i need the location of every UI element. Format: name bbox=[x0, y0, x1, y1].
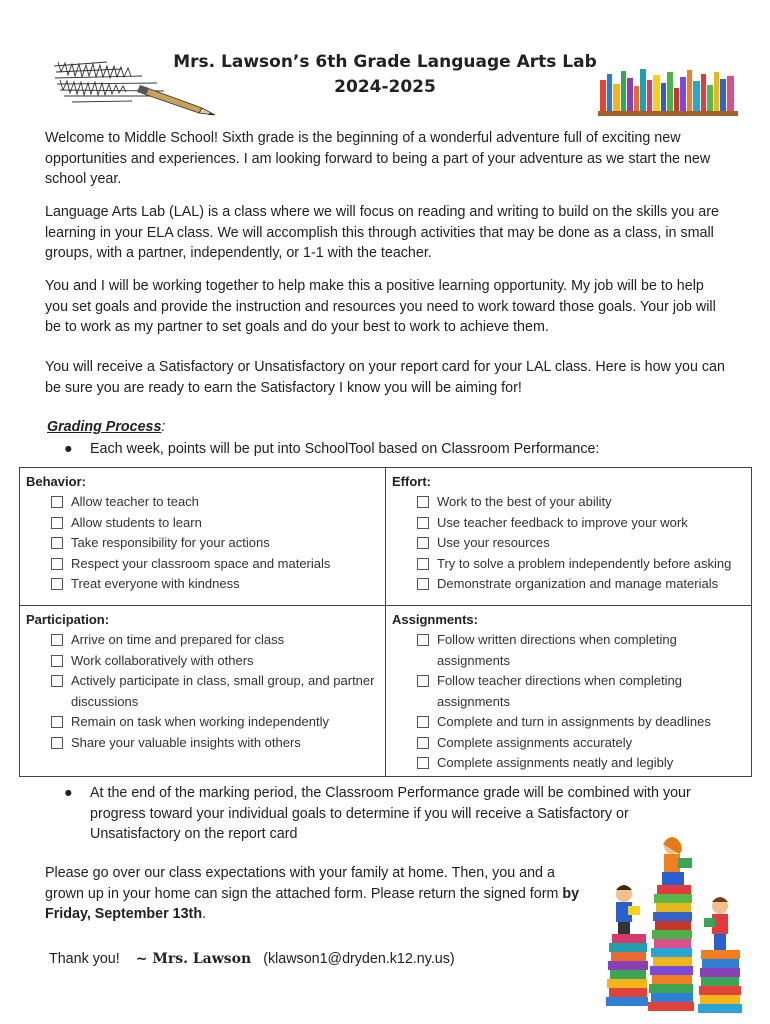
checklist-item[interactable]: Complete assignments accurately bbox=[417, 733, 747, 754]
checklist-item[interactable]: Try to solve a problem independently before asking bbox=[417, 554, 747, 575]
school-year: 2024-2025 bbox=[334, 77, 436, 97]
report-card-paragraph: You will receive a Satisfactory or Unsatisfactory on your report card for your LAL class. Here is how you can be sure you are ready to earn the Satisfactory I know you will be aiming for! bbox=[45, 359, 725, 396]
behavior-cell bbox=[20, 468, 386, 606]
closing-paragraph: Please go over our class expectations with your family at home. Then, you and a grown up in your home can sign the attached form. Please return the signed form by Friday, September 13th. bbox=[45, 865, 580, 922]
email-address[interactable]: (klawson1@dryden.k12.ny.us) bbox=[263, 951, 455, 967]
checklist-item[interactable]: Use your resources bbox=[417, 533, 747, 554]
checklist-item[interactable]: Work collaboratively with others bbox=[51, 651, 381, 672]
checklist-item[interactable]: Arrive on time and prepared for class bbox=[51, 630, 381, 651]
checkbox[interactable] bbox=[417, 517, 429, 529]
checkbox[interactable] bbox=[417, 737, 429, 749]
checklist-item[interactable]: Complete and turn in assignments by deadlines bbox=[417, 712, 747, 733]
expectations-table bbox=[19, 467, 752, 777]
checklist-item[interactable]: Follow written directions when completing assignments bbox=[417, 630, 747, 671]
checklist-item[interactable]: Complete assignments neatly and legibly bbox=[417, 753, 747, 774]
checkbox[interactable] bbox=[51, 634, 63, 646]
effort-cell bbox=[386, 468, 752, 606]
participation-heading: Participation: bbox=[26, 612, 110, 627]
checklist-item[interactable]: Respect your classroom space and materials bbox=[51, 554, 381, 575]
kids-reading-books-image bbox=[600, 832, 750, 1017]
bullet-dot: ● bbox=[64, 441, 73, 457]
checkbox[interactable] bbox=[417, 496, 429, 508]
checkbox[interactable] bbox=[51, 496, 63, 508]
bullet-text: Each week, points will be put into SchoolTool based on Classroom Performance: bbox=[90, 441, 600, 457]
grading-bullet-1 bbox=[64, 439, 724, 460]
checklist-item[interactable]: Follow teacher directions when completing assignments bbox=[417, 671, 747, 712]
checkbox[interactable] bbox=[417, 634, 429, 646]
lal-description-paragraph: Language Arts Lab (LAL) is a class where we will focus on reading and writing to build on the skills you are learning in your ELA class. We will accomplish this through activities that may be done as a class, in small groups, with a partner, independently, or 1-1 with the teacher. bbox=[45, 204, 719, 261]
checkbox[interactable] bbox=[51, 537, 63, 549]
thanks-text: Thank you! bbox=[49, 951, 120, 967]
bullet-dot: ● bbox=[64, 785, 73, 801]
checklist-item[interactable]: Treat everyone with kindness bbox=[51, 574, 381, 595]
assignments-cell bbox=[386, 606, 752, 777]
checkbox[interactable] bbox=[417, 578, 429, 590]
signature: ~ Mrs. Lawson bbox=[135, 951, 252, 967]
effort-heading: Effort: bbox=[392, 474, 431, 489]
bullet-text: At the end of the marking period, the Classroom Performance grade will be combined with your progress toward your individual goals to determine if you will receive a Satisfactory or Unsatisfactory on the report card bbox=[90, 785, 691, 842]
checkbox[interactable] bbox=[51, 558, 63, 570]
partnership-paragraph: You and I will be working together to help make this a positive learning opportunity. My job will be to help you set goals and provide the instruction and resources you need to work toward those goals. Your job will be to work as my partner to set goals and do your best to work to achieve them. bbox=[45, 278, 716, 335]
deadline: by Friday, September 13th bbox=[45, 885, 580, 922]
checklist-item[interactable]: Remain on task when working independently bbox=[51, 712, 381, 733]
checkbox[interactable] bbox=[417, 716, 429, 728]
participation-cell bbox=[20, 606, 386, 777]
checkbox[interactable] bbox=[417, 537, 429, 549]
checkbox[interactable] bbox=[51, 517, 63, 529]
signature-line bbox=[49, 949, 455, 969]
checklist-item[interactable]: Demonstrate organization and manage materials bbox=[417, 574, 747, 595]
checklist-item[interactable]: Work to the best of your ability bbox=[417, 492, 747, 513]
welcome-paragraph: Welcome to Middle School! Sixth grade is the beginning of a wonderful adventure full of exciting new opportunities and experiences. I am looking forward to being a part of your adventure as we start the new school year. bbox=[45, 130, 711, 187]
checklist-item[interactable]: Allow teacher to teach bbox=[51, 492, 381, 513]
checkbox[interactable] bbox=[51, 655, 63, 667]
checklist-item[interactable]: Allow students to learn bbox=[51, 513, 381, 534]
assignments-heading: Assignments: bbox=[392, 612, 478, 627]
checklist-item[interactable]: Actively participate in class, small group, and partner discussions bbox=[51, 671, 381, 712]
checkbox[interactable] bbox=[417, 675, 429, 687]
grading-process-heading: Grading Process: bbox=[47, 419, 166, 435]
checkbox[interactable] bbox=[51, 578, 63, 590]
checkbox[interactable] bbox=[51, 716, 63, 728]
checkbox[interactable] bbox=[51, 675, 63, 687]
title-text: Mrs. Lawson’s 6th Grade Language Arts Lab bbox=[173, 52, 597, 72]
bookshelf-image bbox=[598, 66, 738, 116]
checkbox[interactable] bbox=[417, 757, 429, 769]
behavior-heading: Behavior: bbox=[26, 474, 86, 489]
checkbox[interactable] bbox=[417, 558, 429, 570]
checklist-item[interactable]: Share your valuable insights with others bbox=[51, 733, 381, 754]
checkbox[interactable] bbox=[51, 737, 63, 749]
checklist-item[interactable]: Use teacher feedback to improve your work bbox=[417, 513, 747, 534]
checklist-item[interactable]: Take responsibility for your actions bbox=[51, 533, 381, 554]
